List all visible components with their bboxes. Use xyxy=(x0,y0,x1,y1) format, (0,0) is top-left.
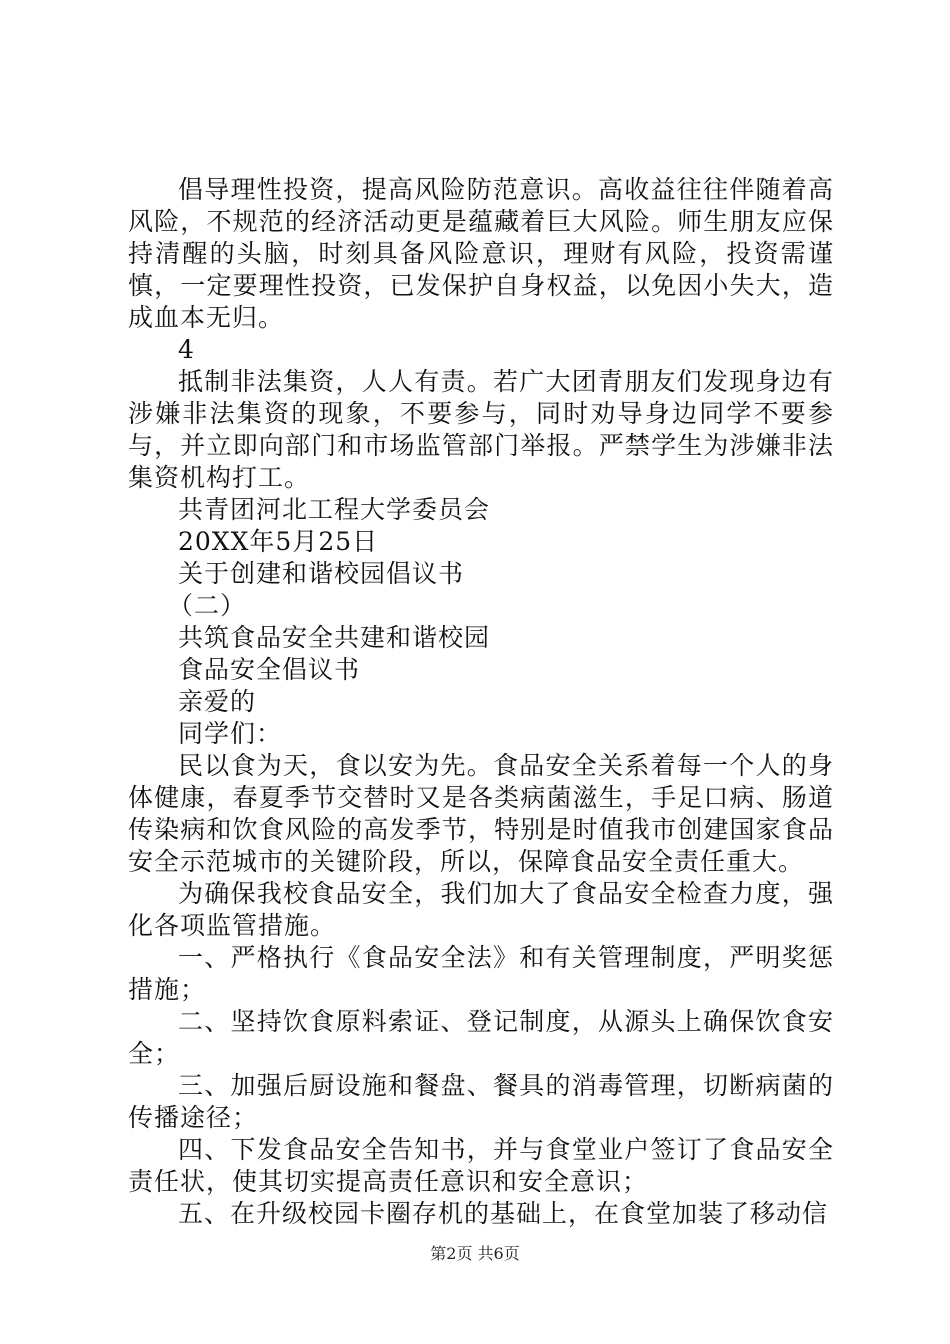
measure-item-1: 一、严格执行《食品安全法》和有关管理制度，严明奖惩措施； xyxy=(128,943,834,1004)
proposal-heading: 共筑食品安全共建和谐校园 xyxy=(178,623,491,652)
signature-date: 20XX年5月25日 xyxy=(178,527,379,556)
measure-item-5: 五、在升级校园卡圈存机的基础上，在食堂加装了移动信 xyxy=(178,1199,829,1228)
section-number: 4 xyxy=(178,335,195,364)
page-footer: 第2页 共6页 xyxy=(430,1244,520,1263)
salutation-line-2: 同学们： xyxy=(178,719,283,748)
paragraph-food-safety-intro: 民以食为天，食以安为先。食品安全关系着每一个人的身体健康，春夏季节交替时又是各类病菌滋生，手足口病、肠道传染病和饮食风险的高发季节，特别是时值我市创建国家食品安全示范城市的关键阶段，所以，保障食品安全责任重大。 xyxy=(128,751,834,876)
paragraph-rational-investment: 倡导理性投资，提高风险防范意识。高收益往往伴随着高风险，不规范的经济活动更是蕴藏着巨大风险。师生朋友应保持清醒的头脑，时刻具备风险意识，理财有风险，投资需谨慎，一定要理性投资，已发保护自身权益，以免因小失大，造成血本无归。 xyxy=(128,175,834,332)
document-body xyxy=(128,174,834,1230)
signature-organization: 共青团河北工程大学委员会 xyxy=(178,495,491,524)
measure-item-2: 二、坚持饮食原料索证、登记制度，从源头上确保饮食安全； xyxy=(128,1007,834,1068)
proposal-title: 关于创建和谐校园倡议书 xyxy=(178,559,465,588)
measure-item-4: 四、下发食品安全告知书，并与食堂业户签订了食品安全责任状，使其切实提高责任意识和安全意识； xyxy=(128,1135,834,1196)
salutation-line-1: 亲爱的 xyxy=(178,687,257,716)
proposal-subheading: 食品安全倡议书 xyxy=(178,655,361,684)
paragraph-inspection-measures: 为确保我校食品安全，我们加大了食品安全检查力度，强化各项监管措施。 xyxy=(128,879,834,940)
proposal-part-number: （二） xyxy=(168,591,247,620)
paragraph-resist-illegal-fundraising: 抵制非法集资，人人有责。若广大团青朋友们发现身边有涉嫌非法集资的现象，不要参与，同时劝导身边同学不要参与，并立即向部门和市场监管部门举报。严禁学生为涉嫌非法集资机构打工。 xyxy=(128,367,834,492)
measure-item-3: 三、加强后厨设施和餐盘、餐具的消毒管理，切断病菌的传播途径； xyxy=(128,1071,834,1132)
